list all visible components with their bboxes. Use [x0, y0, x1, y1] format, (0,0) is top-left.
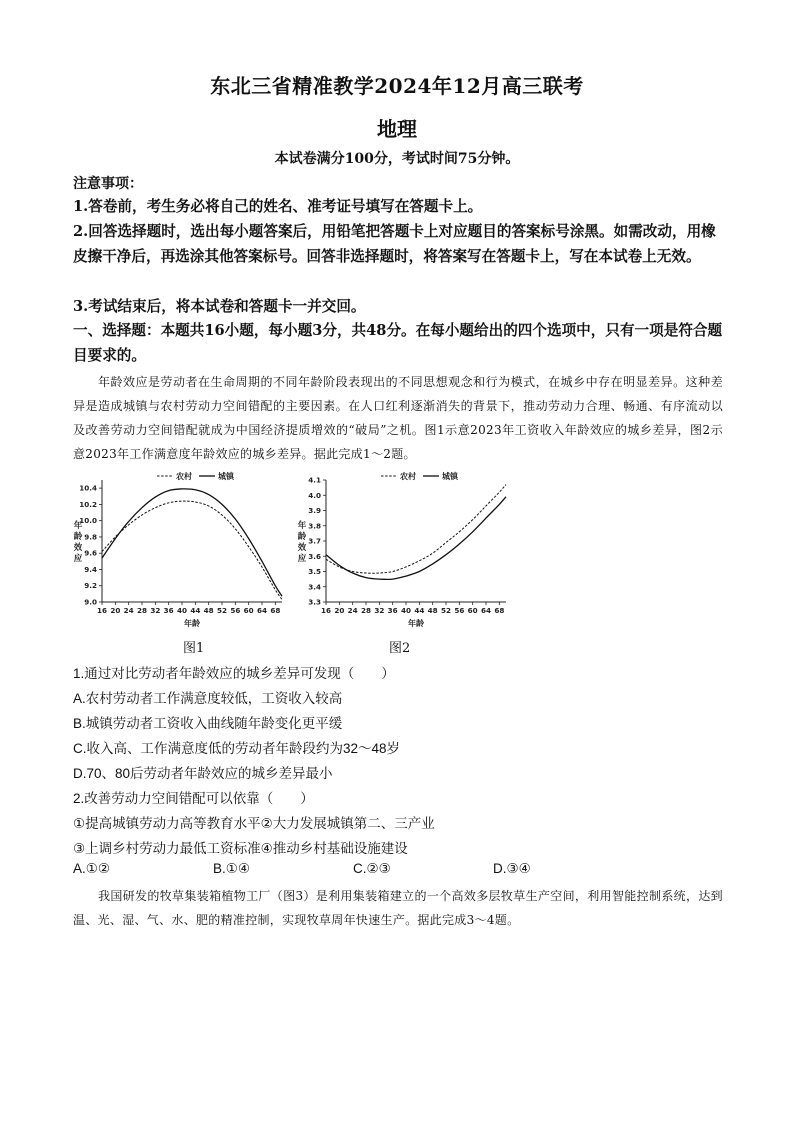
y-tick-label: 10.0	[79, 516, 97, 526]
question-2-statements-line-1: ①提高城镇劳动力高等教育水平②大力发展城镇第二、三产业	[73, 816, 435, 831]
figure-2-caption: 图2	[389, 641, 411, 656]
x-tick-label: 40	[176, 606, 188, 615]
question-2-stem: 2.改善劳动力空间错配可以依靠（ ）	[73, 791, 314, 806]
y-axis-label-char: 龄	[297, 532, 307, 542]
question-1-option-b: B.城镇劳动者工资收入曲线随年龄变化更平缓	[73, 716, 343, 731]
x-axis-label: 年龄	[184, 619, 200, 628]
question-2-option-d: D.③④	[493, 861, 531, 876]
x-tick-label: 60	[467, 606, 478, 615]
subject-title: 地理	[377, 117, 417, 141]
figure-1-caption: 图1	[183, 641, 205, 656]
x-tick-label: 60	[243, 606, 254, 615]
y-tick-label: 3.9	[308, 506, 321, 515]
question-2-statements-line-2: ③上调乡村劳动力最低工资标准④推动乡村基础设施建设	[73, 841, 408, 856]
legend-label-urban: 城镇	[442, 472, 458, 481]
figure-2-chart	[296, 470, 516, 630]
x-tick-label: 16	[320, 606, 332, 615]
y-tick-label: 10.4	[79, 483, 97, 493]
x-tick-label: 68	[270, 606, 281, 615]
notice-heading: 注意事项：	[73, 176, 143, 192]
x-tick-label: 44	[190, 606, 201, 615]
x-tick-label: 28	[360, 606, 372, 615]
y-tick-label: 4.1	[308, 475, 321, 485]
y-tick-label: 9.6	[84, 548, 97, 558]
y-axis-label-char: 年	[297, 521, 307, 531]
y-axis-label-char: 应	[297, 554, 307, 564]
x-tick-label: 32	[374, 606, 385, 615]
question-1-stem: 1.通过对比劳动者年龄效应的城乡差异可发现（ ）	[73, 666, 395, 681]
y-axis-label-char: 龄	[73, 532, 83, 542]
y-tick-label: 4.0	[308, 490, 321, 500]
notice-item-2: 2.回答选择题时，选出每小题答案后，用铅笔把答题卡上对应题目的答案标号涂黑。如需改动，用橡皮擦干净后，再选涂其他答案标号。回答非选择题时，将答案写在答题卡上，写在本试卷上无效。	[73, 223, 716, 265]
notice-item-1: 1.答卷前，考生务必将自己的姓名、准考证号填写在答题卡上。	[73, 198, 483, 215]
question-1-option-c: C.收入高、工作满意度低的劳动者年龄段约为32～48岁	[73, 741, 401, 756]
question-2-option-b: B.①④	[213, 861, 250, 876]
x-tick-label: 40	[400, 606, 412, 615]
x-tick-label: 44	[414, 606, 425, 615]
question-2-option-c: C.②③	[353, 861, 391, 876]
section-heading: 一、选择题：本题共16小题，每小题3分，共48分。在每小题给出的四个选项中，只有一项是符合题目要求的。	[73, 322, 723, 364]
legend-label-rural: 农村	[400, 472, 416, 481]
x-tick-label: 48	[203, 606, 214, 615]
y-axis-label-char: 年	[73, 521, 83, 531]
y-tick-label: 9.4	[84, 564, 97, 574]
y-axis-label	[74, 520, 83, 564]
x-tick-label: 64	[256, 606, 268, 615]
y-tick-label: 3.3	[308, 597, 321, 607]
legend-label-urban: 城镇	[218, 472, 234, 481]
y-tick-label: 9.8	[84, 532, 97, 542]
passage-1: 年龄效应是劳动者在生命周期的不同年龄阶段表现出的不同思想观念和行为模式，在城乡中存在明显差异。这种差异是造成城镇与农村劳动力空间错配的主要因素。在人口红利逐渐消失的背景下，推动劳动力合理、畅通、有序流动以及改善劳动力空间错配就成为中国经济提质增效的“破局”之机。图1示意2023年工资收入年龄效应的城乡差异，图2示意2023年工作满意度年龄效应的城乡差异。据此完成1～2题。	[73, 375, 723, 461]
y-tick-label: 3.8	[308, 521, 321, 531]
x-tick-label: 52	[440, 606, 452, 615]
question-2-option-a: A.①②	[73, 861, 110, 876]
x-tick-label: 20	[110, 606, 121, 615]
notice-item-3: 3.考试结束后，将本试卷和答题卡一并交回。	[73, 298, 366, 315]
x-tick-label: 36	[387, 606, 398, 615]
x-axis-label: 年龄	[408, 619, 424, 628]
x-tick-label: 36	[163, 606, 174, 615]
y-tick-label: 9.2	[84, 581, 97, 591]
x-tick-label: 52	[216, 606, 228, 615]
y-tick-label: 3.7	[308, 536, 321, 546]
y-tick-label: 9.0	[84, 597, 97, 607]
figure-1-chart	[72, 470, 292, 630]
y-axis-label-char: 效	[73, 543, 83, 553]
question-2-options	[73, 861, 733, 885]
x-tick-label: 24	[123, 606, 134, 615]
x-tick-label: 56	[230, 606, 241, 615]
series-line-urban	[102, 489, 282, 596]
y-axis-label-char: 应	[73, 554, 83, 564]
y-tick-label: 3.6	[308, 551, 321, 561]
legend-label-rural: 农村	[176, 472, 192, 481]
y-tick-label: 3.4	[308, 582, 321, 592]
exam-title: 东北三省精准教学2024年12月高三联考	[210, 74, 584, 98]
y-tick-label: 3.5	[308, 567, 321, 576]
question-1-option-d: D.70、80后劳动者年龄效应的城乡差异最小	[73, 766, 333, 781]
x-tick-label: 20	[334, 606, 345, 615]
question-1-option-a: A.农村劳动者工作满意度较低，工资收入较高	[73, 691, 343, 706]
x-tick-label: 16	[96, 606, 108, 615]
x-tick-label: 48	[427, 606, 438, 615]
x-tick-label: 64	[480, 606, 492, 615]
y-tick-label: 10.2	[79, 499, 97, 509]
passage-2: 我国研发的牧草集装箱植物工厂（图3）是利用集装箱建立的一个高效多层牧草生产空间，利用智能控制系统，达到温、光、湿、气、水、肥的精准控制，实现牧草周年快速生产。据此完成3～4题。	[73, 889, 723, 927]
x-tick-label: 68	[494, 606, 505, 615]
series-line-urban	[326, 497, 506, 580]
x-tick-label: 24	[347, 606, 358, 615]
y-axis-label-char: 效	[297, 543, 307, 553]
x-tick-label: 28	[136, 606, 148, 615]
series-line-rural	[326, 485, 506, 574]
x-tick-label: 32	[150, 606, 161, 615]
score-note: 本试卷满分100分，考试时间75分钟。	[274, 151, 520, 167]
x-tick-label: 56	[454, 606, 465, 615]
y-axis-label	[298, 520, 307, 564]
